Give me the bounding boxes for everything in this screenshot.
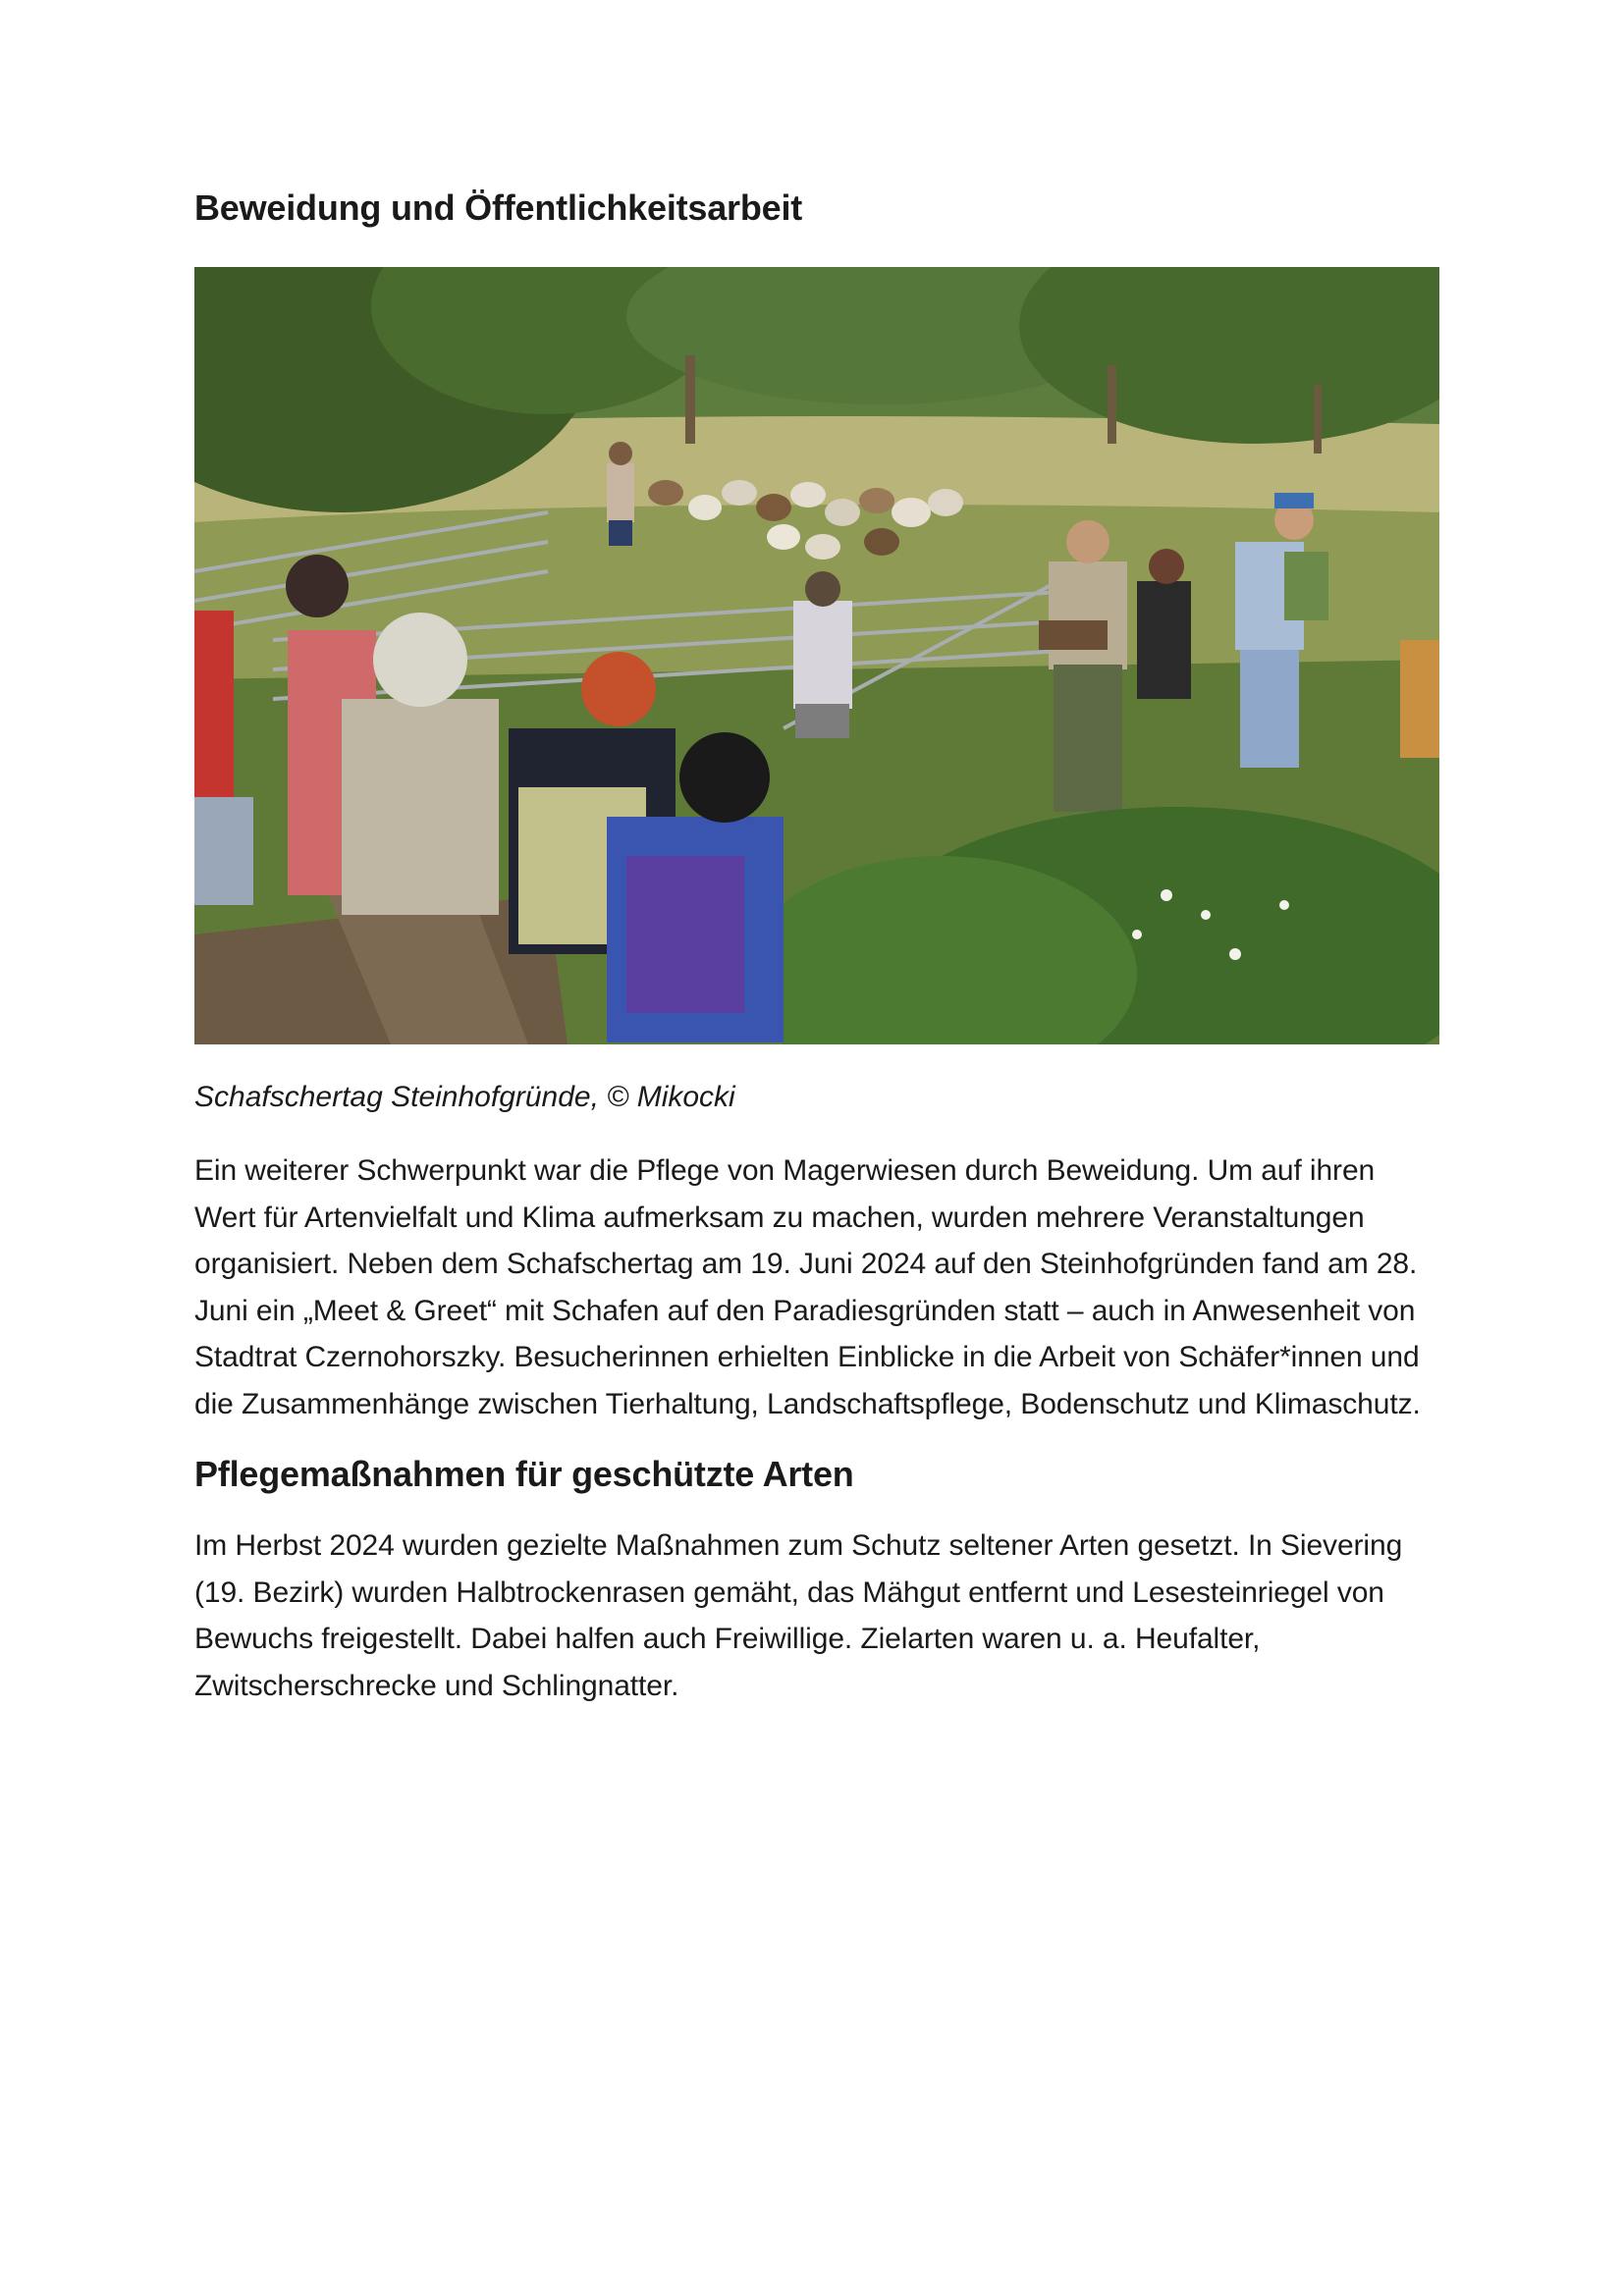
document-page [194, 187, 1439, 1709]
photo-caption: Schafschertag Steinhofgründe, © Mikocki [194, 1081, 735, 1113]
section-heading-grazing: Beweidung und Öffentlichkeitsarbeit [194, 187, 803, 228]
sheep-shearing-photo [194, 267, 1439, 1044]
section-heading-protected-species: Pflegemaßnahmen für geschützte Arten [194, 1454, 854, 1494]
paragraph-protected-species: Im Herbst 2024 wurden gezielte Maßnahmen zum Schutz seltener Arten gesetzt. In Sievering (19. Bezirk) wurden Halbtrockenrasen gemäht, das Mähgut entfernt und Lesesteinriegel von Bewuchs freigestellt. Dabei halfen auch Freiwillige. Zielarten waren u. a. Heufalter, Zwitscherschrecke und Schlingnatter. [194, 1529, 1403, 1702]
paragraph-grazing: Ein weiterer Schwerpunkt war die Pflege von Magerwiesen durch Beweidung. Um auf ihren Wert für Artenvielfalt und Klima aufmerksam zu machen, wurden mehrere Veranstaltungen organisiert. Neben dem Schafschertag am 19. Juni 2024 auf den Steinhofgründen fand am 28. Juni ein „Meet & Greet“ mit Schafen auf den Paradiesgründen statt – auch in Anwesenheit von Stadtrat Czernohorszky. Besucherinnen erhielten Einblicke in die Arbeit von Schäfer*innen und die Zusammenhänge zwischen Tierhaltung, Landschaftspflege, Bodenschutz und Klimaschutz. [194, 1154, 1421, 1420]
